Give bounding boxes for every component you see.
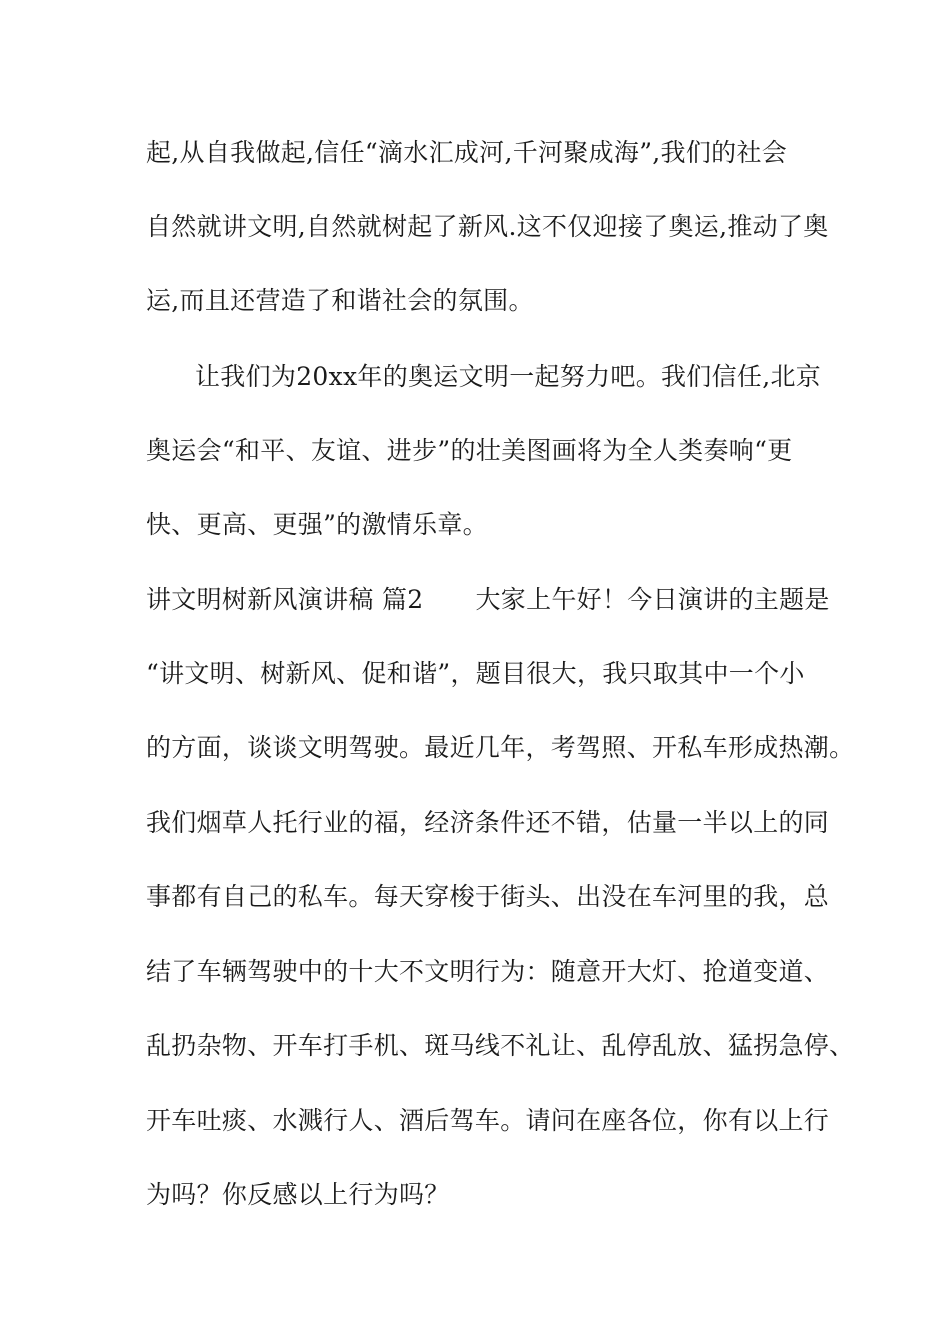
paragraph-line: 事都有自己的私车。每天穿梭于街头、出没在车河里的我，总 bbox=[146, 882, 830, 911]
paragraph-line: 自然就讲文明,自然就树起了新风.这不仅迎接了奥运,推动了奥 bbox=[146, 212, 829, 241]
paragraph-line: 的方面，谈谈文明驾驶。最近几年，考驾照、开私车形成热潮。 bbox=[146, 733, 855, 762]
paragraph-line: “讲文明、树新风、促和谐”，题目很大，我只取其中一个小 bbox=[146, 659, 805, 688]
section-heading: 讲文明树新风演讲稿 篇2 bbox=[146, 585, 424, 614]
paragraph-line: 我们烟草人托行业的福，经济条件还不错，估量一半以上的同 bbox=[146, 808, 830, 837]
paragraph-line: 结了车辆驾驶中的十大不文明行为：随意开大灯、抢道变道、 bbox=[146, 957, 830, 986]
section-heading-line bbox=[146, 585, 830, 615]
section-first-text: 大家上午好！今日演讲的主题是 bbox=[475, 585, 830, 614]
paragraph-line: 开车吐痰、水溅行人、酒后驾车。请问在座各位，你有以上行 bbox=[146, 1106, 830, 1135]
paragraph-line: 乱扔杂物、开车打手机、斑马线不礼让、乱停乱放、猛拐急停、 bbox=[146, 1031, 855, 1060]
paragraph-line: 让我们为20xx年的奥运文明一起努力吧。我们信任,北京 bbox=[195, 362, 822, 391]
paragraph-line: 快、更高、更强”的激情乐章。 bbox=[146, 510, 488, 539]
paragraph-line: 为吗？你反感以上行为吗？ bbox=[146, 1180, 450, 1209]
paragraph-line: 起,从自我做起,信任“滴水汇成河,千河聚成海”,我们的社会 bbox=[146, 138, 788, 167]
paragraph-line: 奥运会“和平、友谊、进步”的壮美图画将为全人类奏响“更 bbox=[146, 436, 793, 465]
paragraph-line: 运,而且还营造了和谐社会的氛围。 bbox=[146, 286, 534, 315]
